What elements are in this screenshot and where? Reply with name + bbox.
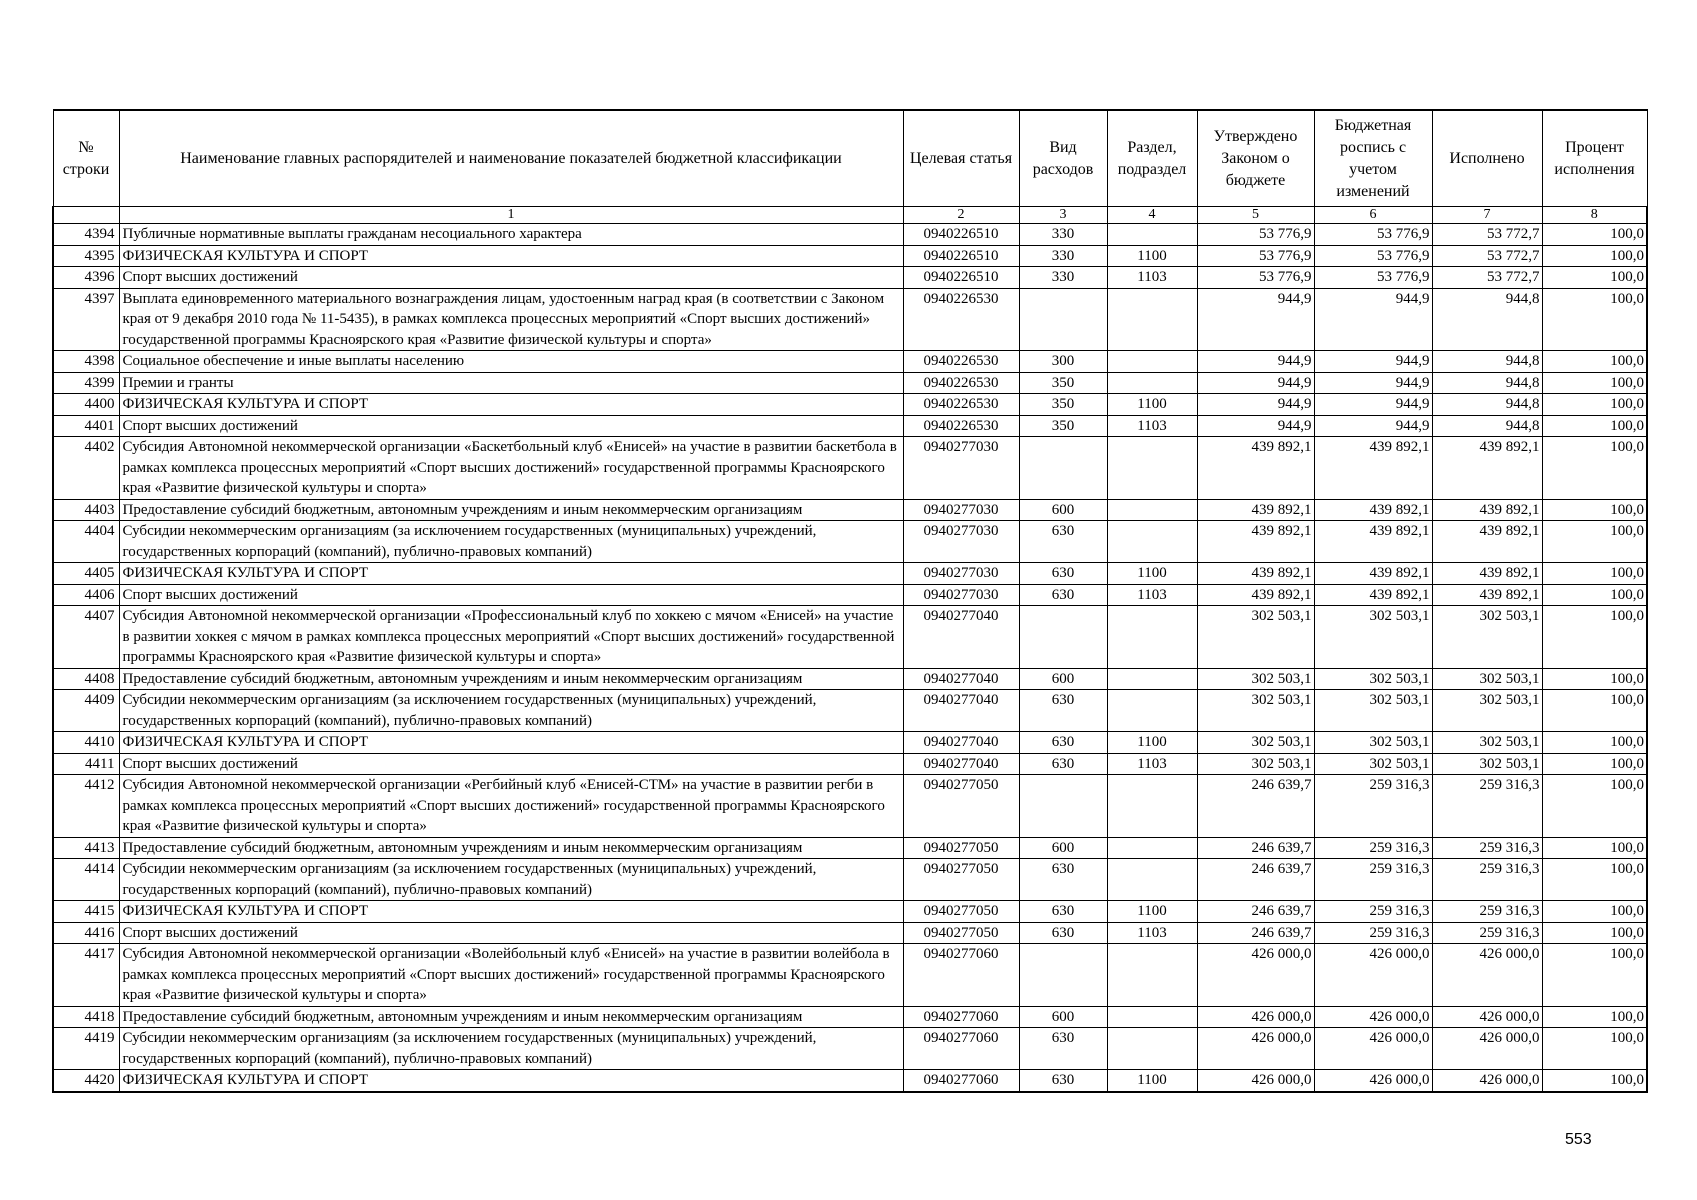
section-cell: 1100 xyxy=(1107,563,1197,585)
table-row xyxy=(53,732,1647,754)
percent-cell: 100,0 xyxy=(1542,690,1647,732)
executed-cell: 426 000,0 xyxy=(1432,1028,1542,1070)
expense-type-cell: 330 xyxy=(1019,224,1107,246)
row-number-cell: 4412 xyxy=(53,775,119,838)
expense-type-cell xyxy=(1019,288,1107,351)
executed-cell: 259 316,3 xyxy=(1432,837,1542,859)
row-number-cell: 4417 xyxy=(53,944,119,1007)
executed-cell: 302 503,1 xyxy=(1432,668,1542,690)
section-cell xyxy=(1107,837,1197,859)
executed-cell: 944,8 xyxy=(1432,394,1542,416)
target-article-cell: 0940277050 xyxy=(903,901,1019,923)
approved-cell: 944,9 xyxy=(1197,288,1314,351)
expense-type-cell: 350 xyxy=(1019,372,1107,394)
percent-cell: 100,0 xyxy=(1542,1006,1647,1028)
row-number-cell: 4411 xyxy=(53,753,119,775)
executed-cell: 302 503,1 xyxy=(1432,690,1542,732)
table-row xyxy=(53,606,1647,669)
executed-cell: 439 892,1 xyxy=(1432,584,1542,606)
approved-cell: 944,9 xyxy=(1197,351,1314,373)
percent-cell: 100,0 xyxy=(1542,288,1647,351)
approved-cell: 53 776,9 xyxy=(1197,267,1314,289)
percent-cell: 100,0 xyxy=(1542,837,1647,859)
row-name-cell: ФИЗИЧЕСКАЯ КУЛЬТУРА И СПОРТ xyxy=(119,245,903,267)
approved-cell: 302 503,1 xyxy=(1197,732,1314,754)
percent-cell: 100,0 xyxy=(1542,1028,1647,1070)
column-number xyxy=(53,207,119,224)
percent-cell: 100,0 xyxy=(1542,437,1647,500)
expense-type-cell: 630 xyxy=(1019,584,1107,606)
executed-cell: 302 503,1 xyxy=(1432,753,1542,775)
row-number-cell: 4398 xyxy=(53,351,119,373)
target-article-cell: 0940277040 xyxy=(903,606,1019,669)
budget-schedule-cell: 944,9 xyxy=(1314,394,1432,416)
budget-schedule-cell: 53 776,9 xyxy=(1314,224,1432,246)
target-article-cell: 0940277050 xyxy=(903,775,1019,838)
header-percent: Процент исполнения xyxy=(1542,110,1647,207)
section-cell: 1100 xyxy=(1107,394,1197,416)
approved-cell: 302 503,1 xyxy=(1197,690,1314,732)
table-row xyxy=(53,901,1647,923)
column-number: 1 xyxy=(119,207,903,224)
approved-cell: 302 503,1 xyxy=(1197,668,1314,690)
expense-type-cell: 630 xyxy=(1019,690,1107,732)
row-name-cell: ФИЗИЧЕСКАЯ КУЛЬТУРА И СПОРТ xyxy=(119,563,903,585)
table-row xyxy=(53,837,1647,859)
budget-schedule-cell: 439 892,1 xyxy=(1314,563,1432,585)
target-article-cell: 0940277060 xyxy=(903,1070,1019,1092)
header-executed: Исполнено xyxy=(1432,110,1542,207)
percent-cell: 100,0 xyxy=(1542,732,1647,754)
budget-schedule-cell: 439 892,1 xyxy=(1314,521,1432,563)
row-name-cell: Спорт высших достижений xyxy=(119,922,903,944)
row-number-cell: 4413 xyxy=(53,837,119,859)
table-row xyxy=(53,775,1647,838)
approved-cell: 246 639,7 xyxy=(1197,901,1314,923)
table-row xyxy=(53,1028,1647,1070)
budget-schedule-cell: 53 776,9 xyxy=(1314,267,1432,289)
approved-cell: 426 000,0 xyxy=(1197,944,1314,1007)
row-name-cell: Предоставление субсидий бюджетным, автономным учреждениям и иным некоммерческим организациям xyxy=(119,837,903,859)
percent-cell: 100,0 xyxy=(1542,901,1647,923)
executed-cell: 426 000,0 xyxy=(1432,1006,1542,1028)
percent-cell: 100,0 xyxy=(1542,394,1647,416)
approved-cell: 439 892,1 xyxy=(1197,563,1314,585)
row-number-cell: 4396 xyxy=(53,267,119,289)
row-name-cell: Публичные нормативные выплаты гражданам несоциального характера xyxy=(119,224,903,246)
expense-type-cell: 630 xyxy=(1019,859,1107,901)
table-row xyxy=(53,288,1647,351)
percent-cell: 100,0 xyxy=(1542,944,1647,1007)
budget-table xyxy=(52,109,1648,1093)
percent-cell: 100,0 xyxy=(1542,372,1647,394)
approved-cell: 246 639,7 xyxy=(1197,775,1314,838)
approved-cell: 944,9 xyxy=(1197,394,1314,416)
column-number: 7 xyxy=(1432,207,1542,224)
row-number-cell: 4410 xyxy=(53,732,119,754)
row-number-cell: 4416 xyxy=(53,922,119,944)
section-cell xyxy=(1107,288,1197,351)
column-number: 5 xyxy=(1197,207,1314,224)
percent-cell: 100,0 xyxy=(1542,499,1647,521)
row-name-cell: Субсидии некоммерческим организациям (за исключением государственных (муниципальных) учреждений, государственных корпораций (компаний), публично-правовых компаний) xyxy=(119,1028,903,1070)
table-row xyxy=(53,394,1647,416)
target-article-cell: 0940277030 xyxy=(903,521,1019,563)
row-name-cell: ФИЗИЧЕСКАЯ КУЛЬТУРА И СПОРТ xyxy=(119,1070,903,1092)
expense-type-cell: 330 xyxy=(1019,267,1107,289)
row-name-cell: Субсидия Автономной некоммерческой организации «Волейбольный клуб «Енисей» на участие в развитии волейбола в рамках комплекса процессных мероприятий «Спорт высших достижений» государственной программы Красноярского края «Развитие физической культуры и спорта» xyxy=(119,944,903,1007)
budget-schedule-cell: 426 000,0 xyxy=(1314,1070,1432,1092)
section-cell xyxy=(1107,1006,1197,1028)
section-cell: 1103 xyxy=(1107,267,1197,289)
row-name-cell: Предоставление субсидий бюджетным, автономным учреждениям и иным некоммерческим организациям xyxy=(119,1006,903,1028)
row-name-cell: ФИЗИЧЕСКАЯ КУЛЬТУРА И СПОРТ xyxy=(119,901,903,923)
row-number-cell: 4418 xyxy=(53,1006,119,1028)
target-article-cell: 0940226530 xyxy=(903,372,1019,394)
row-number-cell: 4402 xyxy=(53,437,119,500)
executed-cell: 259 316,3 xyxy=(1432,901,1542,923)
percent-cell: 100,0 xyxy=(1542,859,1647,901)
row-number-cell: 4409 xyxy=(53,690,119,732)
column-number: 6 xyxy=(1314,207,1432,224)
target-article-cell: 0940277050 xyxy=(903,859,1019,901)
executed-cell: 439 892,1 xyxy=(1432,563,1542,585)
expense-type-cell: 600 xyxy=(1019,1006,1107,1028)
section-cell xyxy=(1107,437,1197,500)
section-cell: 1100 xyxy=(1107,1070,1197,1092)
section-cell xyxy=(1107,606,1197,669)
row-number-cell: 4419 xyxy=(53,1028,119,1070)
target-article-cell: 0940277040 xyxy=(903,668,1019,690)
table-row xyxy=(53,1070,1647,1092)
table-row xyxy=(53,944,1647,1007)
column-number-row xyxy=(53,207,1647,224)
row-number-cell: 4404 xyxy=(53,521,119,563)
executed-cell: 426 000,0 xyxy=(1432,944,1542,1007)
row-name-cell: ФИЗИЧЕСКАЯ КУЛЬТУРА И СПОРТ xyxy=(119,394,903,416)
expense-type-cell: 600 xyxy=(1019,668,1107,690)
target-article-cell: 0940277030 xyxy=(903,437,1019,500)
row-number-cell: 4400 xyxy=(53,394,119,416)
executed-cell: 439 892,1 xyxy=(1432,521,1542,563)
table-row xyxy=(53,499,1647,521)
row-number-cell: 4414 xyxy=(53,859,119,901)
section-cell: 1100 xyxy=(1107,245,1197,267)
approved-cell: 426 000,0 xyxy=(1197,1028,1314,1070)
expense-type-cell: 630 xyxy=(1019,563,1107,585)
budget-schedule-cell: 426 000,0 xyxy=(1314,1006,1432,1028)
expense-type-cell xyxy=(1019,606,1107,669)
row-number-cell: 4397 xyxy=(53,288,119,351)
section-cell xyxy=(1107,668,1197,690)
approved-cell: 944,9 xyxy=(1197,372,1314,394)
executed-cell: 259 316,3 xyxy=(1432,775,1542,838)
expense-type-cell: 330 xyxy=(1019,245,1107,267)
budget-schedule-cell: 302 503,1 xyxy=(1314,606,1432,669)
header-section: Раздел, подраздел xyxy=(1107,110,1197,207)
section-cell xyxy=(1107,775,1197,838)
target-article-cell: 0940226530 xyxy=(903,351,1019,373)
row-name-cell: Субсидия Автономной некоммерческой организации «Регбийный клуб «Енисей-СТМ» на участие в развитии регби в рамках комплекса процессных мероприятий «Спорт высших достижений» государственной программы Красноярского края «Развитие физической культуры и спорта» xyxy=(119,775,903,838)
budget-schedule-cell: 426 000,0 xyxy=(1314,1028,1432,1070)
percent-cell: 100,0 xyxy=(1542,415,1647,437)
target-article-cell: 0940277040 xyxy=(903,690,1019,732)
table-row xyxy=(53,753,1647,775)
expense-type-cell: 630 xyxy=(1019,922,1107,944)
row-name-cell: Субсидии некоммерческим организациям (за исключением государственных (муниципальных) учреждений, государственных корпораций (компаний), публично-правовых компаний) xyxy=(119,859,903,901)
table-row xyxy=(53,415,1647,437)
executed-cell: 259 316,3 xyxy=(1432,922,1542,944)
table-row xyxy=(53,437,1647,500)
budget-schedule-cell: 259 316,3 xyxy=(1314,775,1432,838)
target-article-cell: 0940226510 xyxy=(903,224,1019,246)
approved-cell: 426 000,0 xyxy=(1197,1006,1314,1028)
row-name-cell: Субсидия Автономной некоммерческой организации «Баскетбольный клуб «Енисей» на участие в развитии баскетбола в рамках комплекса процессных мероприятий «Спорт высших достижений» государственной программы Красноярского края «Развитие физической культуры и спорта» xyxy=(119,437,903,500)
target-article-cell: 0940277040 xyxy=(903,753,1019,775)
table-row xyxy=(53,563,1647,585)
row-number-cell: 4415 xyxy=(53,901,119,923)
approved-cell: 53 776,9 xyxy=(1197,224,1314,246)
section-cell: 1103 xyxy=(1107,415,1197,437)
row-name-cell: Спорт высших достижений xyxy=(119,415,903,437)
approved-cell: 246 639,7 xyxy=(1197,859,1314,901)
target-article-cell: 0940226510 xyxy=(903,245,1019,267)
row-number-cell: 4406 xyxy=(53,584,119,606)
approved-cell: 246 639,7 xyxy=(1197,922,1314,944)
percent-cell: 100,0 xyxy=(1542,267,1647,289)
expense-type-cell: 630 xyxy=(1019,732,1107,754)
row-name-cell: Спорт высших достижений xyxy=(119,584,903,606)
row-number-cell: 4420 xyxy=(53,1070,119,1092)
table-row xyxy=(53,922,1647,944)
expense-type-cell: 600 xyxy=(1019,499,1107,521)
approved-cell: 53 776,9 xyxy=(1197,245,1314,267)
approved-cell: 302 503,1 xyxy=(1197,606,1314,669)
table-row xyxy=(53,372,1647,394)
budget-schedule-cell: 944,9 xyxy=(1314,351,1432,373)
table-row xyxy=(53,690,1647,732)
row-number-cell: 4405 xyxy=(53,563,119,585)
target-article-cell: 0940226510 xyxy=(903,267,1019,289)
table-row xyxy=(53,668,1647,690)
expense-type-cell xyxy=(1019,944,1107,1007)
header-expense-type: Вид расходов xyxy=(1019,110,1107,207)
section-cell xyxy=(1107,1028,1197,1070)
budget-schedule-cell: 439 892,1 xyxy=(1314,499,1432,521)
row-name-cell: Субсидии некоммерческим организациям (за исключением государственных (муниципальных) учреждений, государственных корпораций (компаний), публично-правовых компаний) xyxy=(119,690,903,732)
row-name-cell: ФИЗИЧЕСКАЯ КУЛЬТУРА И СПОРТ xyxy=(119,732,903,754)
target-article-cell: 0940226530 xyxy=(903,288,1019,351)
expense-type-cell: 630 xyxy=(1019,901,1107,923)
executed-cell: 53 772,7 xyxy=(1432,224,1542,246)
percent-cell: 100,0 xyxy=(1542,351,1647,373)
budget-schedule-cell: 944,9 xyxy=(1314,288,1432,351)
percent-cell: 100,0 xyxy=(1542,584,1647,606)
approved-cell: 439 892,1 xyxy=(1197,499,1314,521)
row-name-cell: Социальное обеспечение и иные выплаты населению xyxy=(119,351,903,373)
table-body xyxy=(53,224,1647,1092)
table-row xyxy=(53,1006,1647,1028)
budget-schedule-cell: 302 503,1 xyxy=(1314,753,1432,775)
target-article-cell: 0940277060 xyxy=(903,1006,1019,1028)
row-name-cell: Субсидия Автономной некоммерческой организации «Профессиональный клуб по хоккею с мячом «Енисей» на участие в развитии хоккея с мячом в рамках комплекса процессных мероприятий «Спорт высших достижений» государственной программы Красноярского края «Развитие физической культуры и спорта» xyxy=(119,606,903,669)
percent-cell: 100,0 xyxy=(1542,668,1647,690)
section-cell: 1103 xyxy=(1107,922,1197,944)
expense-type-cell: 350 xyxy=(1019,394,1107,416)
expense-type-cell: 630 xyxy=(1019,1070,1107,1092)
section-cell: 1103 xyxy=(1107,753,1197,775)
table-row xyxy=(53,245,1647,267)
budget-schedule-cell: 302 503,1 xyxy=(1314,690,1432,732)
table-row xyxy=(53,224,1647,246)
executed-cell: 302 503,1 xyxy=(1432,732,1542,754)
section-cell: 1100 xyxy=(1107,901,1197,923)
percent-cell: 100,0 xyxy=(1542,521,1647,563)
budget-schedule-cell: 302 503,1 xyxy=(1314,668,1432,690)
table-row xyxy=(53,584,1647,606)
approved-cell: 439 892,1 xyxy=(1197,437,1314,500)
table-row xyxy=(53,859,1647,901)
header-name: Наименование главных распорядителей и наименование показателей бюджетной классификации xyxy=(119,110,903,207)
header-budget-schedule: Бюджетная роспись с учетом изменений xyxy=(1314,110,1432,207)
row-name-cell: Спорт высших достижений xyxy=(119,753,903,775)
executed-cell: 439 892,1 xyxy=(1432,437,1542,500)
expense-type-cell xyxy=(1019,775,1107,838)
target-article-cell: 0940277060 xyxy=(903,944,1019,1007)
row-number-cell: 4395 xyxy=(53,245,119,267)
target-article-cell: 0940277030 xyxy=(903,563,1019,585)
approved-cell: 302 503,1 xyxy=(1197,753,1314,775)
expense-type-cell: 300 xyxy=(1019,351,1107,373)
expense-type-cell: 630 xyxy=(1019,1028,1107,1070)
expense-type-cell xyxy=(1019,437,1107,500)
budget-schedule-cell: 259 316,3 xyxy=(1314,901,1432,923)
budget-schedule-cell: 259 316,3 xyxy=(1314,922,1432,944)
expense-type-cell: 350 xyxy=(1019,415,1107,437)
percent-cell: 100,0 xyxy=(1542,1070,1647,1092)
row-number-cell: 4399 xyxy=(53,372,119,394)
budget-schedule-cell: 439 892,1 xyxy=(1314,437,1432,500)
table-row xyxy=(53,521,1647,563)
approved-cell: 246 639,7 xyxy=(1197,837,1314,859)
executed-cell: 944,8 xyxy=(1432,351,1542,373)
executed-cell: 944,8 xyxy=(1432,415,1542,437)
section-cell xyxy=(1107,859,1197,901)
header-target-article: Целевая статья xyxy=(903,110,1019,207)
section-cell xyxy=(1107,372,1197,394)
executed-cell: 302 503,1 xyxy=(1432,606,1542,669)
executed-cell: 439 892,1 xyxy=(1432,499,1542,521)
target-article-cell: 0940226530 xyxy=(903,394,1019,416)
executed-cell: 944,8 xyxy=(1432,372,1542,394)
target-article-cell: 0940277040 xyxy=(903,732,1019,754)
executed-cell: 944,8 xyxy=(1432,288,1542,351)
row-number-cell: 4401 xyxy=(53,415,119,437)
budget-schedule-cell: 53 776,9 xyxy=(1314,245,1432,267)
percent-cell: 100,0 xyxy=(1542,245,1647,267)
budget-schedule-cell: 944,9 xyxy=(1314,415,1432,437)
executed-cell: 259 316,3 xyxy=(1432,859,1542,901)
approved-cell: 944,9 xyxy=(1197,415,1314,437)
percent-cell: 100,0 xyxy=(1542,563,1647,585)
section-cell: 1103 xyxy=(1107,584,1197,606)
percent-cell: 100,0 xyxy=(1542,922,1647,944)
executed-cell: 53 772,7 xyxy=(1432,245,1542,267)
row-name-cell: Субсидии некоммерческим организациям (за исключением государственных (муниципальных) учреждений, государственных корпораций (компаний), публично-правовых компаний) xyxy=(119,521,903,563)
row-number-cell: 4407 xyxy=(53,606,119,669)
expense-type-cell: 630 xyxy=(1019,753,1107,775)
page-number: 553 xyxy=(1565,1131,1592,1148)
target-article-cell: 0940277060 xyxy=(903,1028,1019,1070)
row-number-cell: 4394 xyxy=(53,224,119,246)
target-article-cell: 0940226530 xyxy=(903,415,1019,437)
target-article-cell: 0940277050 xyxy=(903,922,1019,944)
percent-cell: 100,0 xyxy=(1542,606,1647,669)
percent-cell: 100,0 xyxy=(1542,753,1647,775)
budget-schedule-cell: 259 316,3 xyxy=(1314,859,1432,901)
section-cell xyxy=(1107,351,1197,373)
section-cell: 1100 xyxy=(1107,732,1197,754)
row-name-cell: Премии и гранты xyxy=(119,372,903,394)
header-row xyxy=(53,110,1647,207)
section-cell xyxy=(1107,499,1197,521)
section-cell xyxy=(1107,224,1197,246)
executed-cell: 53 772,7 xyxy=(1432,267,1542,289)
percent-cell: 100,0 xyxy=(1542,775,1647,838)
row-name-cell: Предоставление субсидий бюджетным, автономным учреждениям и иным некоммерческим организациям xyxy=(119,668,903,690)
header-row-number: № строки xyxy=(53,110,119,207)
expense-type-cell: 600 xyxy=(1019,837,1107,859)
row-number-cell: 4403 xyxy=(53,499,119,521)
target-article-cell: 0940277030 xyxy=(903,584,1019,606)
section-cell xyxy=(1107,690,1197,732)
budget-schedule-cell: 439 892,1 xyxy=(1314,584,1432,606)
budget-schedule-cell: 259 316,3 xyxy=(1314,837,1432,859)
budget-schedule-cell: 302 503,1 xyxy=(1314,732,1432,754)
expense-type-cell: 630 xyxy=(1019,521,1107,563)
budget-schedule-cell: 426 000,0 xyxy=(1314,944,1432,1007)
approved-cell: 439 892,1 xyxy=(1197,584,1314,606)
section-cell xyxy=(1107,944,1197,1007)
row-name-cell: Спорт высших достижений xyxy=(119,267,903,289)
column-number: 8 xyxy=(1542,207,1647,224)
row-number-cell: 4408 xyxy=(53,668,119,690)
budget-schedule-cell: 944,9 xyxy=(1314,372,1432,394)
header-approved: Утверждено Законом о бюджете xyxy=(1197,110,1314,207)
executed-cell: 426 000,0 xyxy=(1432,1070,1542,1092)
column-number: 3 xyxy=(1019,207,1107,224)
approved-cell: 439 892,1 xyxy=(1197,521,1314,563)
table-row xyxy=(53,267,1647,289)
table-row xyxy=(53,351,1647,373)
approved-cell: 426 000,0 xyxy=(1197,1070,1314,1092)
section-cell xyxy=(1107,521,1197,563)
row-name-cell: Выплата единовременного материального вознаграждения лицам, удостоенным наград края (в соответствии с Законом края от 9 декабря 2010 года № 11-5435), в рамках комплекса процессных мероприятий «Спорт высших достижений» государственной программы Красноярского края «Развитие физической культуры и спорта» xyxy=(119,288,903,351)
column-number: 4 xyxy=(1107,207,1197,224)
target-article-cell: 0940277030 xyxy=(903,499,1019,521)
percent-cell: 100,0 xyxy=(1542,224,1647,246)
column-number: 2 xyxy=(903,207,1019,224)
target-article-cell: 0940277050 xyxy=(903,837,1019,859)
row-name-cell: Предоставление субсидий бюджетным, автономным учреждениям и иным некоммерческим организациям xyxy=(119,499,903,521)
